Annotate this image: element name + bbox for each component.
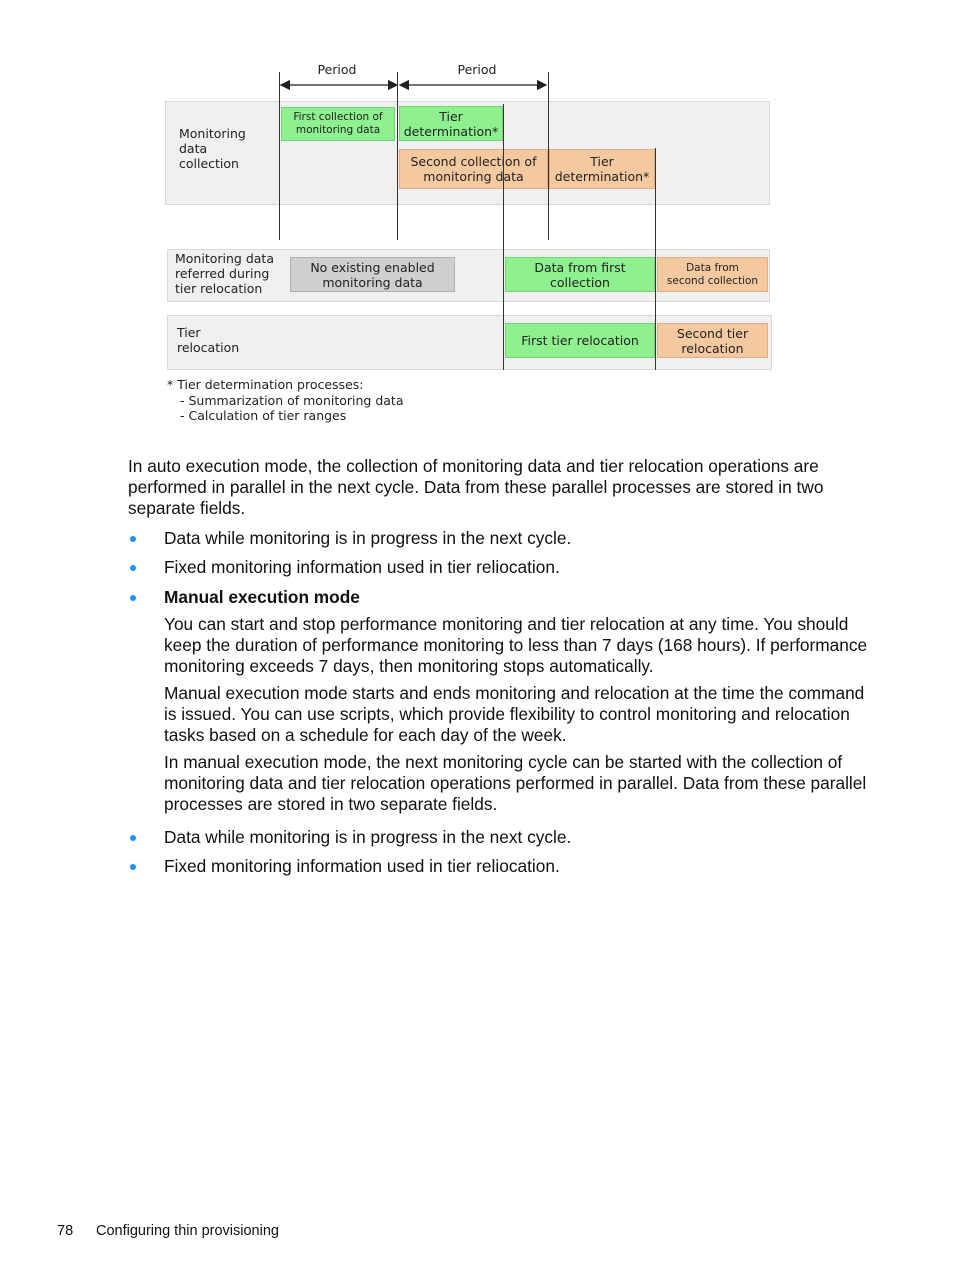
timeline-line-5 [655, 148, 656, 370]
auto-bullet-1: Data while monitoring is in progress in the next cycle. [164, 528, 572, 548]
lane-label-referred: Monitoring data referred during tier relocation [175, 251, 274, 296]
bullet-dot [130, 536, 136, 542]
manual-paragraph-1: You can start and stop performance monitoring and tier relocation at any time. You should keep the duration of performance monitoring to less than 7 days (168 hours). If performance monitoring exceeds 7 days, then monitoring stops automatically. [164, 614, 868, 676]
timeline-line-4 [503, 104, 504, 370]
box-data-first-collection: Data from first collection [505, 257, 655, 292]
diagram-footnote [167, 377, 404, 424]
manual-bullet-1: Data while monitoring is in progress in the next cycle. [164, 827, 572, 847]
period-label-right: Period [457, 62, 497, 77]
intro-paragraph: In auto execution mode, the collection of monitoring data and tier relocation operations are performed in parallel in the next cycle. Data from these parallel processes are stored in two separate fields. [128, 456, 824, 518]
box-second-tier-relocation: Second tier relocation [657, 323, 768, 358]
page-number: 78 [57, 1223, 74, 1239]
box-second-collection: Second collection of monitoring data [399, 149, 548, 189]
lane-label-relocation: Tier relocation [177, 325, 240, 355]
box-data-second-collection: Data from second collection [657, 257, 768, 292]
footnote-line-1: * Tier determination processes: [167, 377, 364, 392]
footer-section-title: Configuring thin provisioning [96, 1223, 279, 1239]
timeline-line-2 [397, 72, 398, 240]
period-label-left: Period [317, 62, 357, 77]
manual-bullet-2: Fixed monitoring information used in tier reliocation. [164, 856, 560, 876]
box-first-collection: First collection of monitoring data [281, 107, 395, 141]
box-tier-determination-1: Tier determination* [399, 106, 503, 141]
footnote-line-3: - Calculation of tier ranges [180, 408, 347, 423]
box-tier-determination-2: Tier determination* [549, 149, 655, 189]
bullet-dot [130, 835, 136, 841]
bullet-dot [130, 565, 136, 571]
manual-mode-heading: Manual execution mode [164, 587, 360, 607]
manual-paragraph-2: Manual execution mode starts and ends monitoring and relocation at the time the command is issued. You can use scripts, which provide flexibility to control monitoring and relocation tasks based on a schedule for each day of the week. [164, 683, 865, 745]
auto-bullet-2: Fixed monitoring information used in tier reliocation. [164, 557, 560, 577]
timeline-line-3 [548, 72, 549, 240]
box-no-existing-data: No existing enabled monitoring data [290, 257, 455, 292]
box-first-tier-relocation: First tier relocation [505, 323, 655, 358]
timeline-line-1 [279, 72, 280, 240]
manual-paragraph-3: In manual execution mode, the next monitoring cycle can be started with the collection of monitoring data and tier relocation operations performed in parallel. Data from these parallel processes are stored in two separate fields. [164, 752, 867, 814]
bullet-dot [130, 864, 136, 870]
bullet-dot [130, 595, 136, 601]
footnote-line-2: - Summarization of monitoring data [180, 392, 404, 408]
lane-label-collection: Monitoring data collection [179, 126, 246, 171]
